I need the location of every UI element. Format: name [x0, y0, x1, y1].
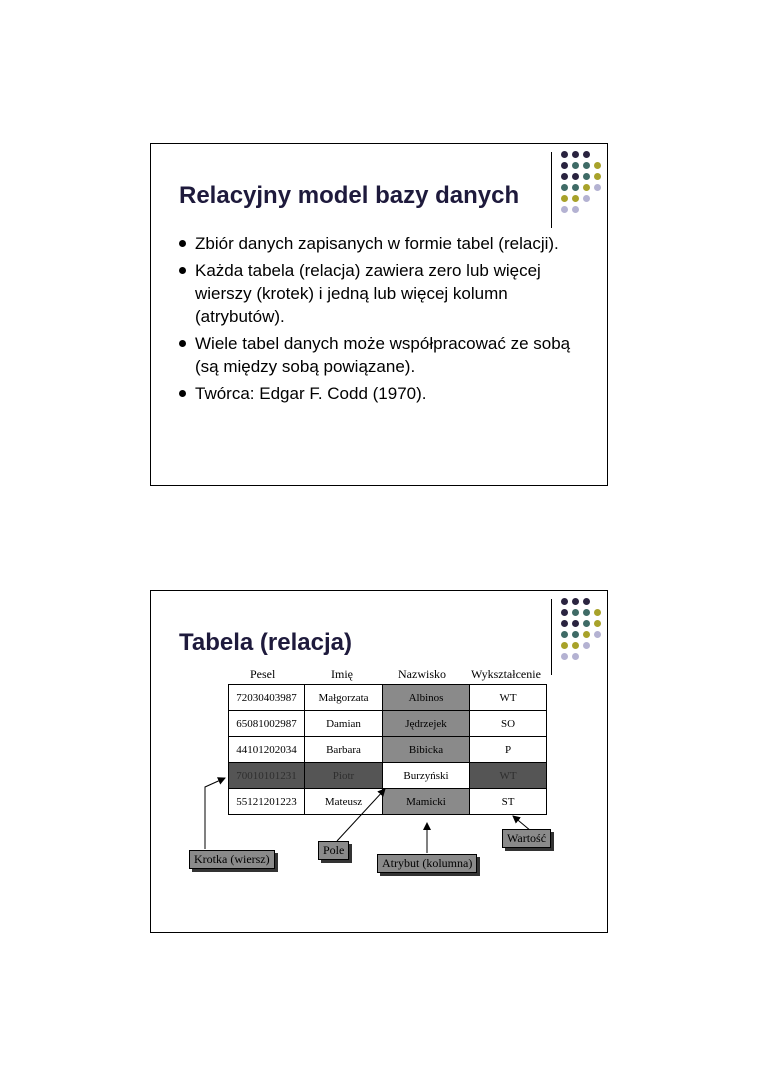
table-cell: Mamicki: [383, 789, 470, 815]
decor-dot: [572, 184, 579, 191]
slide-table-relation: [150, 590, 608, 933]
table-cell: 70010101231: [229, 763, 305, 789]
table-cell-field: Burzyński: [383, 763, 470, 789]
decor-dot: [572, 151, 579, 158]
decor-dot: [583, 162, 590, 169]
decor-dot: [561, 184, 568, 191]
decor-dot: [594, 173, 601, 180]
decor-dot: [572, 206, 579, 213]
bullet-item: Każda tabela (relacja) zawiera zero lub więcej wierszy (krotek) i jedną lub więcej kolumn (atrybutów).: [177, 259, 587, 328]
slide-title: Relacyjny model bazy danych: [179, 182, 520, 209]
column-header-wyksztalcenie: Wykształcenie: [471, 667, 541, 681]
decor-dot: [572, 173, 579, 180]
tuple-arrow: [205, 778, 225, 849]
decor-dot: [583, 173, 590, 180]
decor-dot: [583, 151, 590, 158]
bullet-icon: [179, 267, 186, 274]
table-cell: SO: [470, 711, 547, 737]
bullet-item: Zbiór danych zapisanych w formie tabel (relacji).: [177, 232, 587, 255]
decor-divider: [551, 152, 552, 228]
column-header-imie: Imię: [331, 667, 353, 681]
annotation-arrows: [151, 591, 609, 934]
table-cell: 55121201223: [229, 789, 305, 815]
decor-dot: [561, 173, 568, 180]
table-cell: WT: [470, 685, 547, 711]
label-tuple: Krotka (wiersz): [189, 850, 275, 869]
decor-dot: [561, 162, 568, 169]
table-cell: Piotr: [305, 763, 383, 789]
table-cell: P: [470, 737, 547, 763]
slide-title: Tabela (relacja): [179, 629, 352, 656]
decor-dot: [583, 184, 590, 191]
slide-relational-model: [150, 143, 608, 486]
table-cell: 44101202034: [229, 737, 305, 763]
column-header-nazwisko: Nazwisko: [398, 667, 446, 681]
table-cell: Jędrzejek: [383, 711, 470, 737]
bullet-item: Twórca: Edgar F. Codd (1970).: [177, 382, 587, 405]
label-value: Wartość: [502, 829, 551, 848]
bullet-item: Wiele tabel danych może współpracować ze sobą (są między sobą powiązane).: [177, 332, 587, 378]
bullet-icon: [179, 240, 186, 247]
decor-dot: [561, 206, 568, 213]
decor-dot: [572, 195, 579, 202]
table-cell: Małgorzata: [305, 685, 383, 711]
decor-dot: [594, 184, 601, 191]
table-cell: Damian: [305, 711, 383, 737]
label-attribute: Atrybut (kolumna): [377, 854, 477, 873]
table-cell: 65081002987: [229, 711, 305, 737]
bullet-list: [177, 232, 587, 409]
table-cell: Barbara: [305, 737, 383, 763]
label-field: Pole: [318, 841, 349, 860]
dot-pattern-decoration: [561, 151, 601, 221]
decor-dot: [561, 195, 568, 202]
column-header-pesel: Pesel: [250, 667, 276, 681]
decor-dot: [594, 162, 601, 169]
table-cell: 72030403987: [229, 685, 305, 711]
table-cell: WT: [470, 763, 547, 789]
table-cell: Bibicka: [383, 737, 470, 763]
decor-dot: [561, 151, 568, 158]
decor-dot: [583, 195, 590, 202]
field-arrow: [337, 789, 385, 841]
decor-dot: [572, 162, 579, 169]
table-cell: Mateusz: [305, 789, 383, 815]
table-cell-value: ST: [470, 789, 547, 815]
bullet-icon: [179, 390, 186, 397]
table-cell: Albinos: [383, 685, 470, 711]
bullet-icon: [179, 340, 186, 347]
